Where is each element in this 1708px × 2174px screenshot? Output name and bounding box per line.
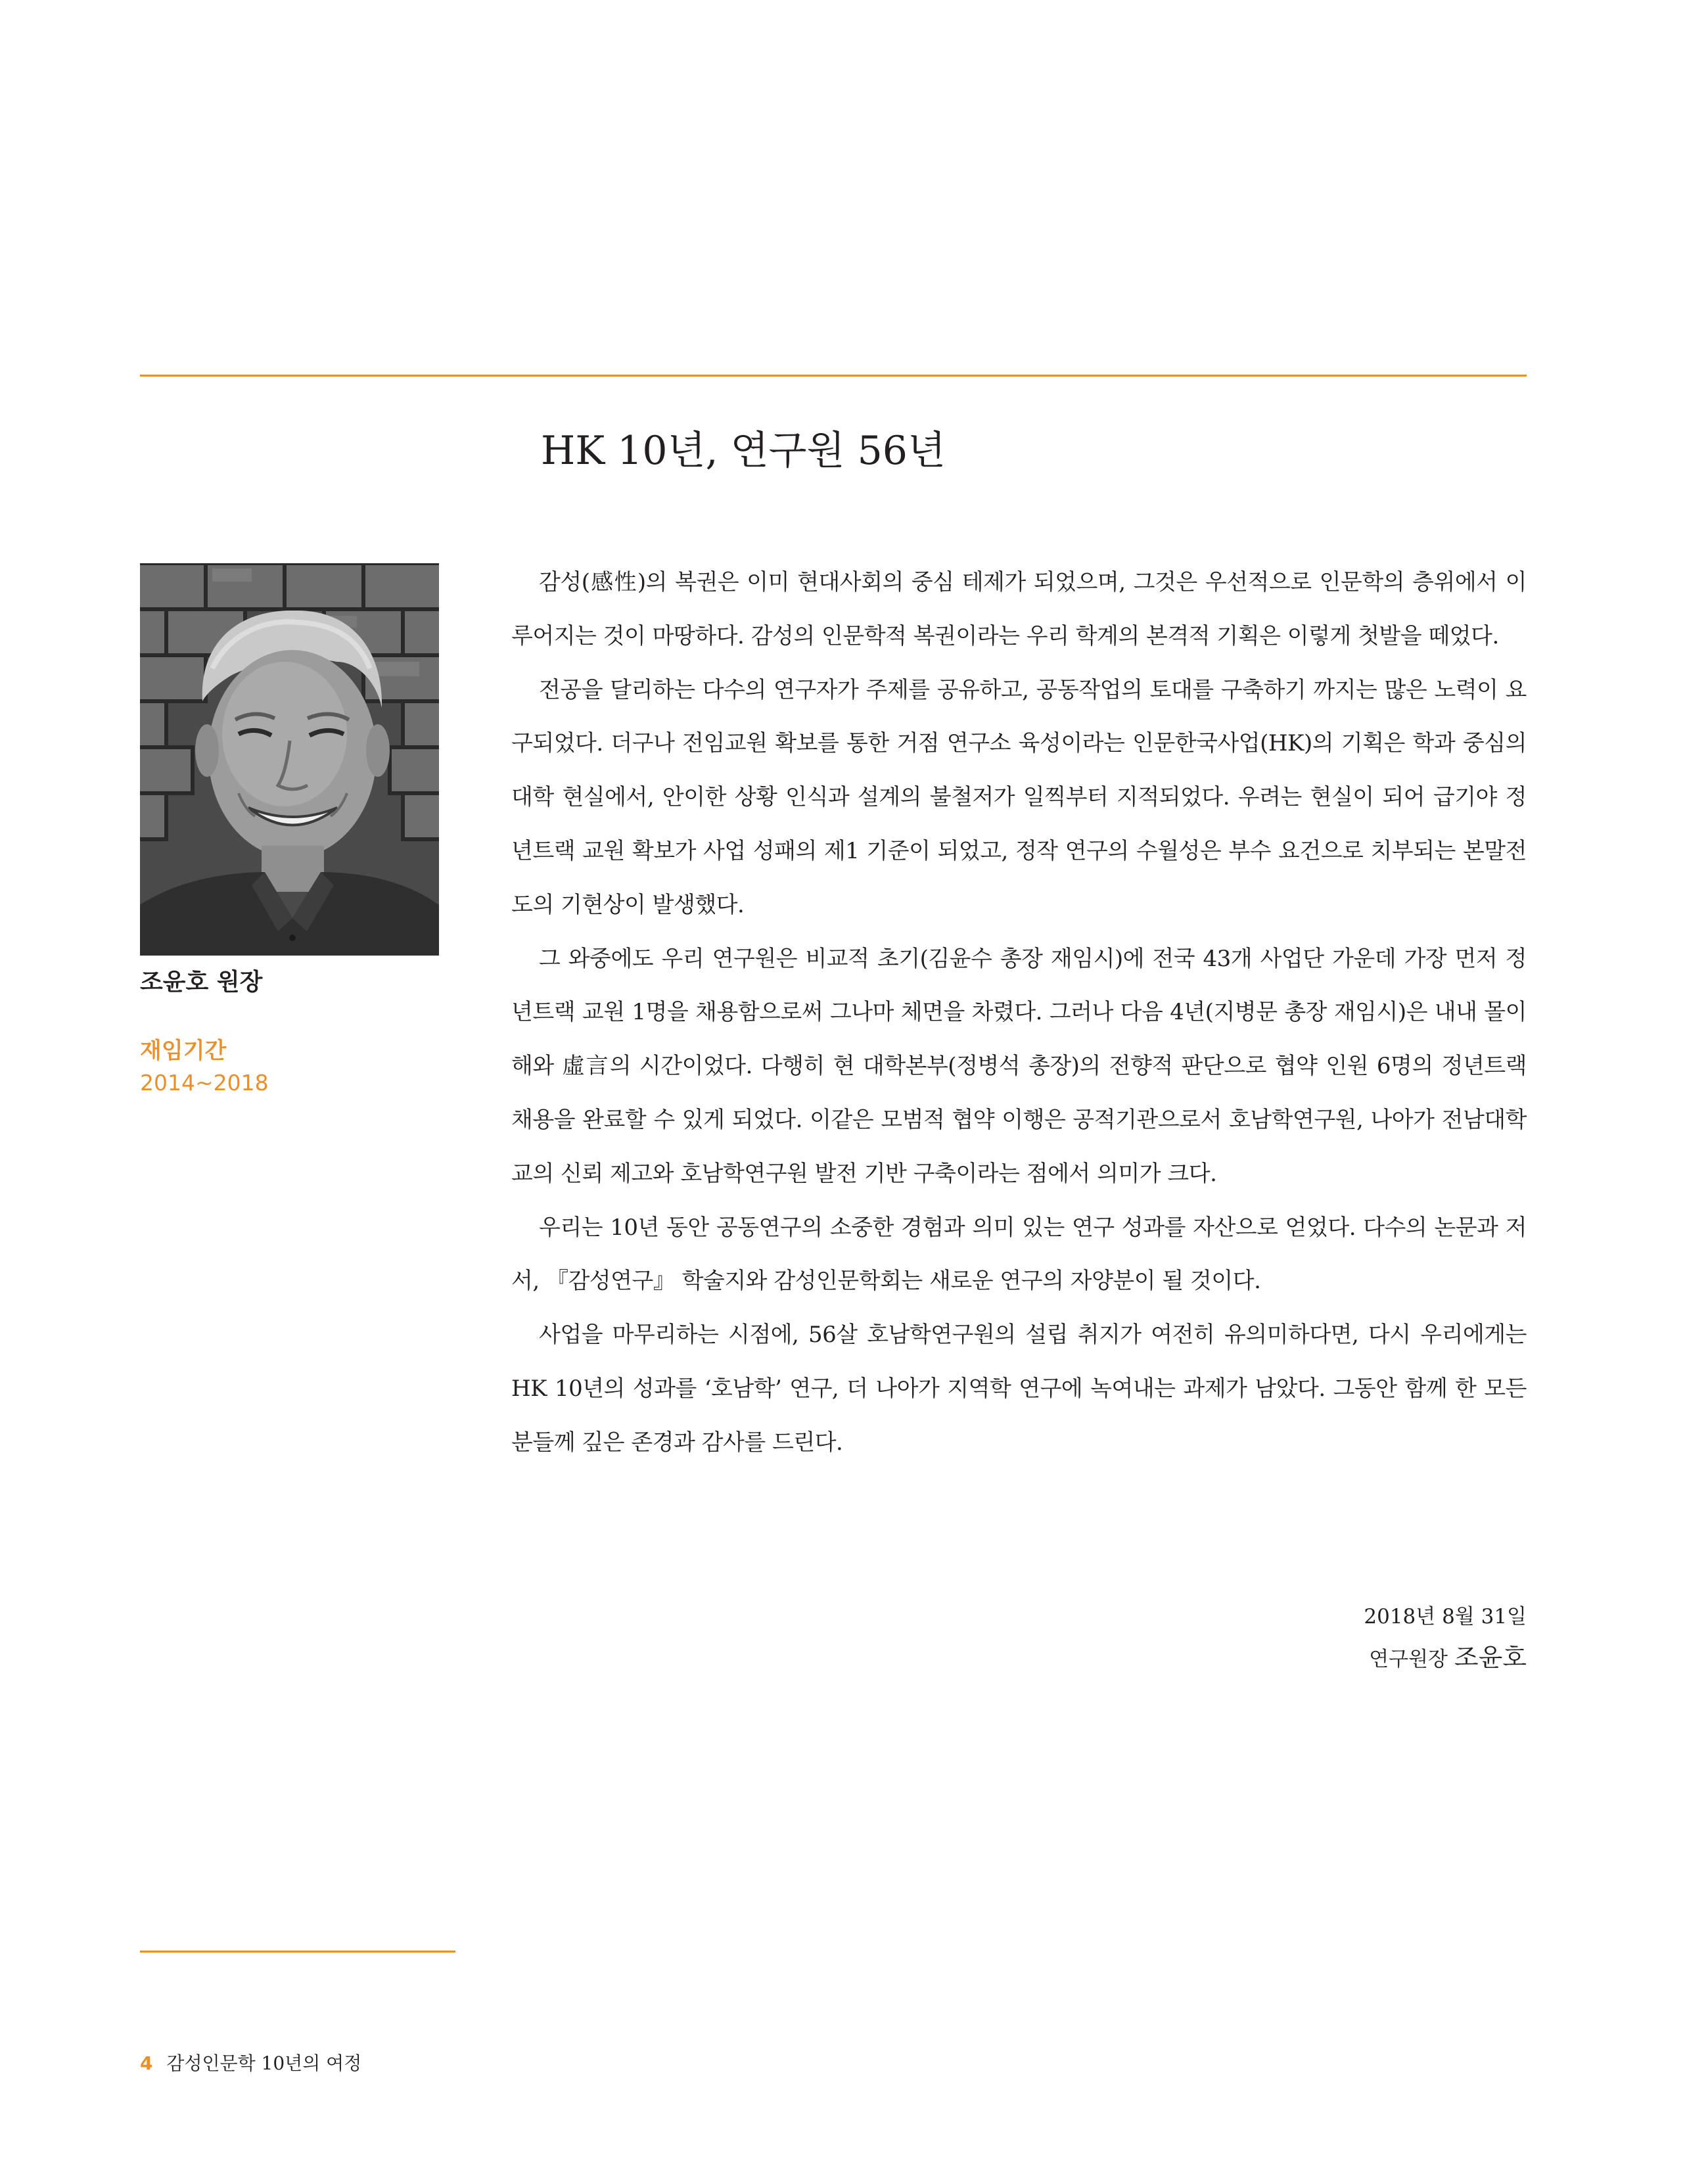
- signature-date: 2018년 8월 31일: [1364, 1605, 1527, 1629]
- body-paragraph: 우리는 10년 동안 공동연구의 소중한 경험과 의미 있는 연구 성과를 자산으로 얻었다. 다수의 논문과 저서, 『감성연구』 학술지와 감성인문학회는 새로운 연구의 자양분이 될 것이다.: [511, 1214, 1527, 1295]
- term-label: 재임기간: [140, 1038, 227, 1064]
- page-title: HK 10년, 연구원 56년: [541, 428, 946, 474]
- signature-block: [1364, 1597, 1527, 1680]
- page-footer: [140, 2050, 361, 2077]
- signature-signer: [1364, 1636, 1527, 1680]
- body-paragraph: 전공을 달리하는 다수의 연구자가 주제를 공유하고, 공동작업의 토대를 구축하기 까지는 많은 노력이 요구되었다. 더구나 전임교원 확보를 통한 거점 연구소 육성이라는 인문한국사업(HK)의 기획은 학과 중심의 대학 현실에서, 안이한 상황 인식과 설계의 불철저가 일찍부터 지적되었다. 우려는 현실이 되어 급기야 정년트랙 교원 확보가 사업 성패의 제1 기준이 되었고, 정작 연구의 수월성은 부수 요건으로 치부되는 본말전도의 기현상이 발생했다.: [511, 676, 1527, 918]
- body-paragraph: 그 와중에도 우리 연구원은 비교적 초기(김윤수 총장 재임시)에 전국 43개 사업단 가운데 가장 먼저 정년트랙 교원 1명을 채용함으로써 그나마 체면을 차렸다. 그러나 다음 4년(지병문 총장 재임시)은 내내 몰이해와 虛言의 시간이었다. 다행히 현 대학본부(정병석 총장)의 전향적 판단으로 협약 인원 6명의 정년트랙 채용을 완료할 수 있게 되었다. 이같은 모범적 협약 이행은 공적기관으로서 호남학연구원, 나아가 전남대학교의 신뢰 제고와 호남학연구원 발전 기반 구축이라는 점에서 의미가 크다.: [511, 945, 1527, 1187]
- body-paragraph: 사업을 마무리하는 시점에, 56살 호남학연구원의 설립 취지가 여전히 유의미하다면, 다시 우리에게는 HK 10년의 성과를 ‘호남학’ 연구, 더 나아가 지역학 연구에 녹여내는 과제가 남았다. 그동안 함께 한 모든 분들께 깊은 존경과 감사를 드린다.: [511, 1322, 1527, 1456]
- page-number: 4: [140, 2052, 153, 2074]
- body-paragraph: 감성(感性)의 복권은 이미 현대사회의 중심 테제가 되었으며, 그것은 우선적으로 인문학의 층위에서 이루어지는 것이 마땅하다. 감성의 인문학적 복권이라는 우리 학계의 본격적 기획은 이렇게 첫발을 떼었다.: [511, 569, 1527, 649]
- footer-rule: [140, 1951, 455, 1953]
- book-title: 감성인문학 10년의 여정: [166, 2052, 362, 2074]
- body-text: [511, 556, 1527, 1470]
- author-photo: [140, 563, 439, 956]
- title-top-rule: [140, 375, 1527, 377]
- term-years: 2014~2018: [140, 1070, 269, 1096]
- signature-name: 조윤호: [1454, 1643, 1527, 1672]
- signature-role: 연구원장: [1369, 1648, 1448, 1671]
- author-name: 조윤호 원장: [140, 969, 263, 996]
